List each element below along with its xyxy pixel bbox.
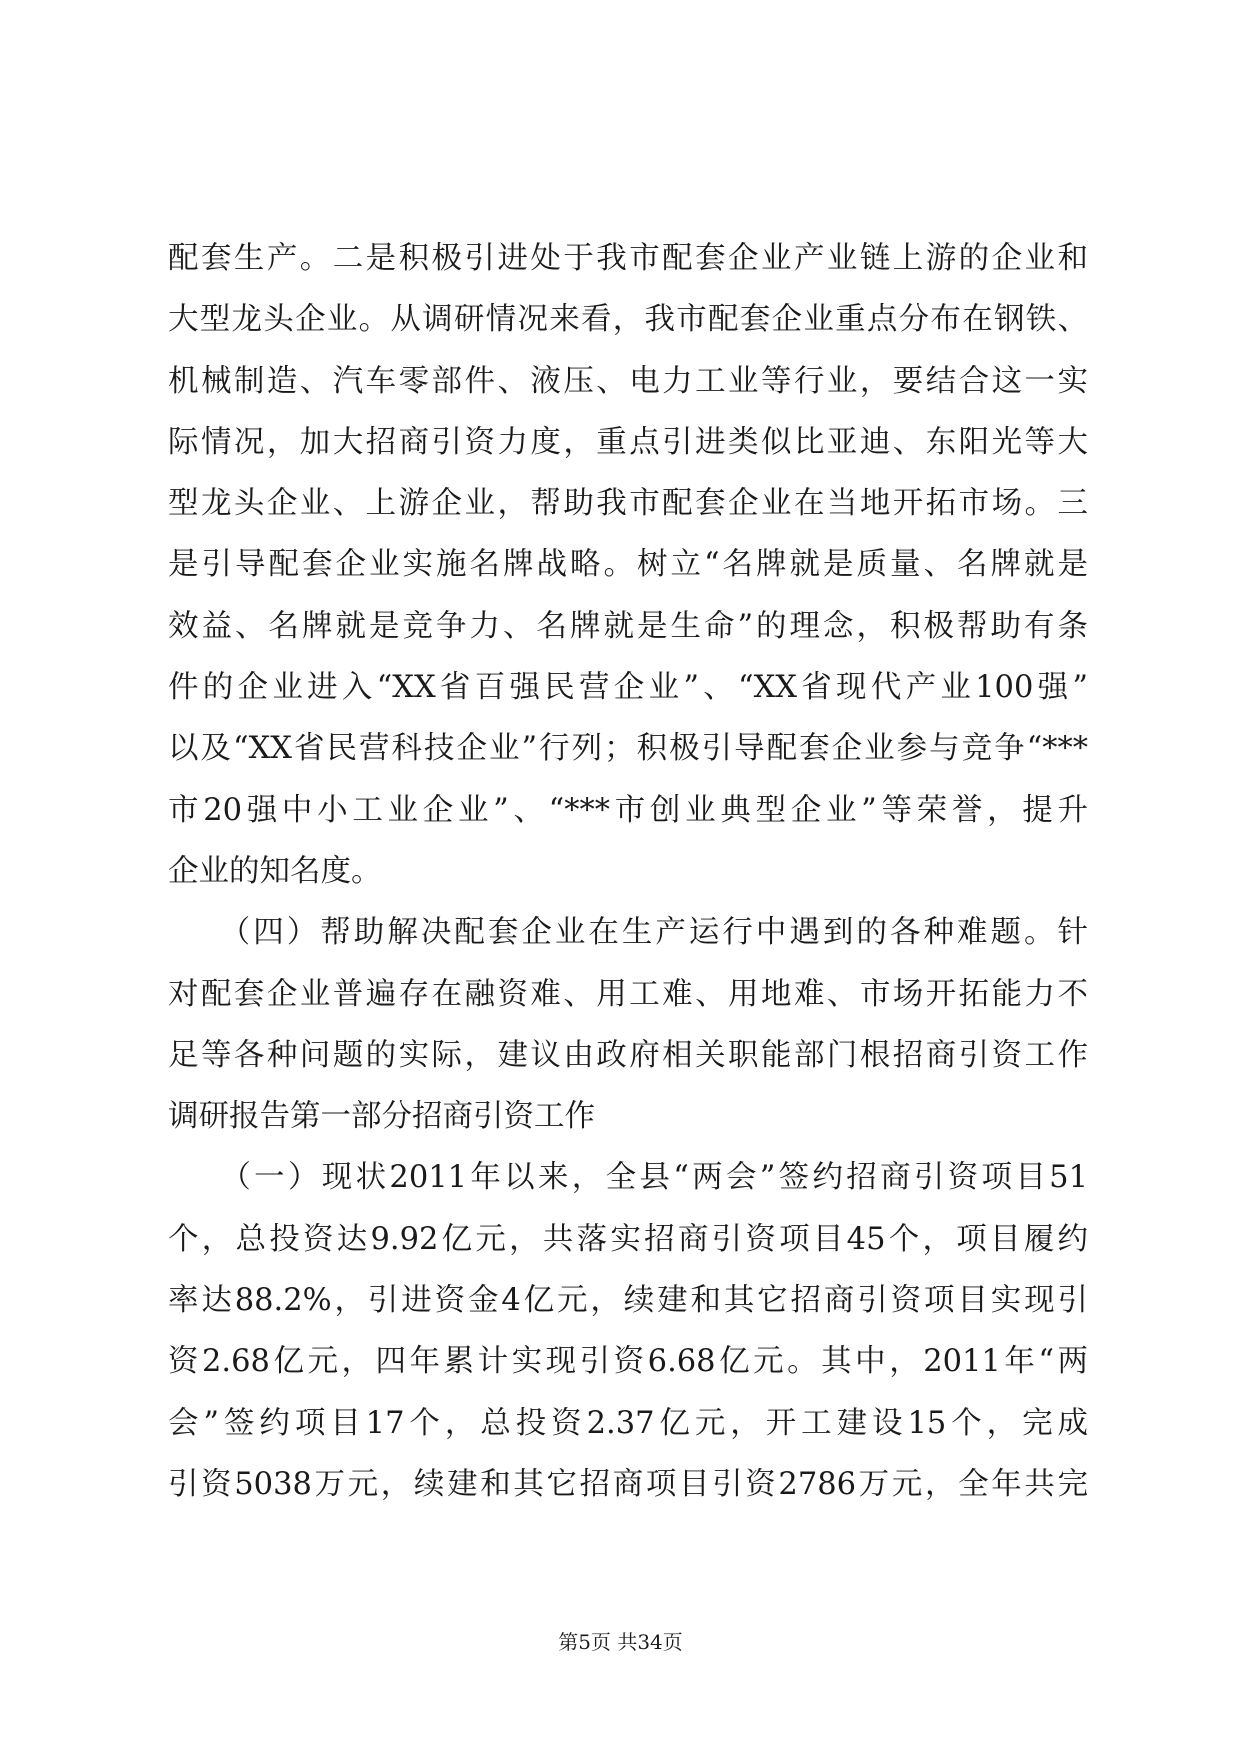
text-line: 以及“XX省民营科技企业”行列；积极引导配套企业参与竞争“*** (168, 731, 1088, 767)
text-line: 市20强中小工业企业”、“***市创业典型企业”等荣誉，提升 (168, 792, 1088, 828)
text-line: 个，总投资达9.92亿元，共落实招商引资项目45个，项目履约 (168, 1221, 1088, 1257)
text-line: 率达88.2%，引进资金4亿元，续建和其它招商引资项目实现引 (168, 1283, 1088, 1319)
text-line: 件的企业进入“XX省百强民营企业”、“XX省现代产业100强” (168, 670, 1088, 706)
text-line: 会”签约项目17个，总投资2.37亿元，开工建设15个，完成 (168, 1405, 1088, 1441)
text-line: （四）帮助解决配套企业在生产运行中遇到的各种难题。针 (168, 915, 1088, 951)
text-line: 效益、名牌就是竞争力、名牌就是生命”的理念，积极帮助有条 (168, 608, 1088, 644)
text-line: 配套生产。二是积极引进处于我市配套企业产业链上游的企业和 (168, 241, 1088, 276)
text-line: 际情况，加大招商引资力度，重点引进类似比亚迪、东阳光等大 (168, 424, 1088, 460)
text-line: 调研报告第一部分招商引资工作 (168, 1099, 595, 1135)
text-line: 企业的知名度。 (168, 853, 382, 889)
text-line: 是引导配套企业实施名牌战略。树立“名牌就是质量、名牌就是 (168, 547, 1088, 583)
text-line: 机械制造、汽车零部件、液压、电力工业等行业，要结合这一实 (168, 363, 1088, 399)
text-line: 引资5038万元，续建和其它招商项目引资2786万元，全年共完 (168, 1466, 1088, 1502)
text-line: 型龙头企业、上游企业，帮助我市配套企业在当地开拓市场。三 (168, 486, 1088, 522)
text-line: 对配套企业普遍存在融资难、用工难、用地难、市场开拓能力不 (168, 976, 1088, 1012)
body-text (168, 228, 1088, 1515)
page-footer: 第5页 共34页 (558, 1630, 683, 1654)
text-line: 足等各种问题的实际，建议由政府相关职能部门根招商引资工作 (168, 1037, 1088, 1073)
text-line: 资2.68亿元，四年累计实现引资6.68亿元。其中，2011年“两 (168, 1344, 1088, 1380)
text-line: 大型龙头企业。从调研情况来看，我市配套企业重点分布在钢铁、 (168, 302, 1088, 338)
text-line: （一）现状2011年以来，全县“两会”签约招商引资项目51 (168, 1160, 1088, 1196)
